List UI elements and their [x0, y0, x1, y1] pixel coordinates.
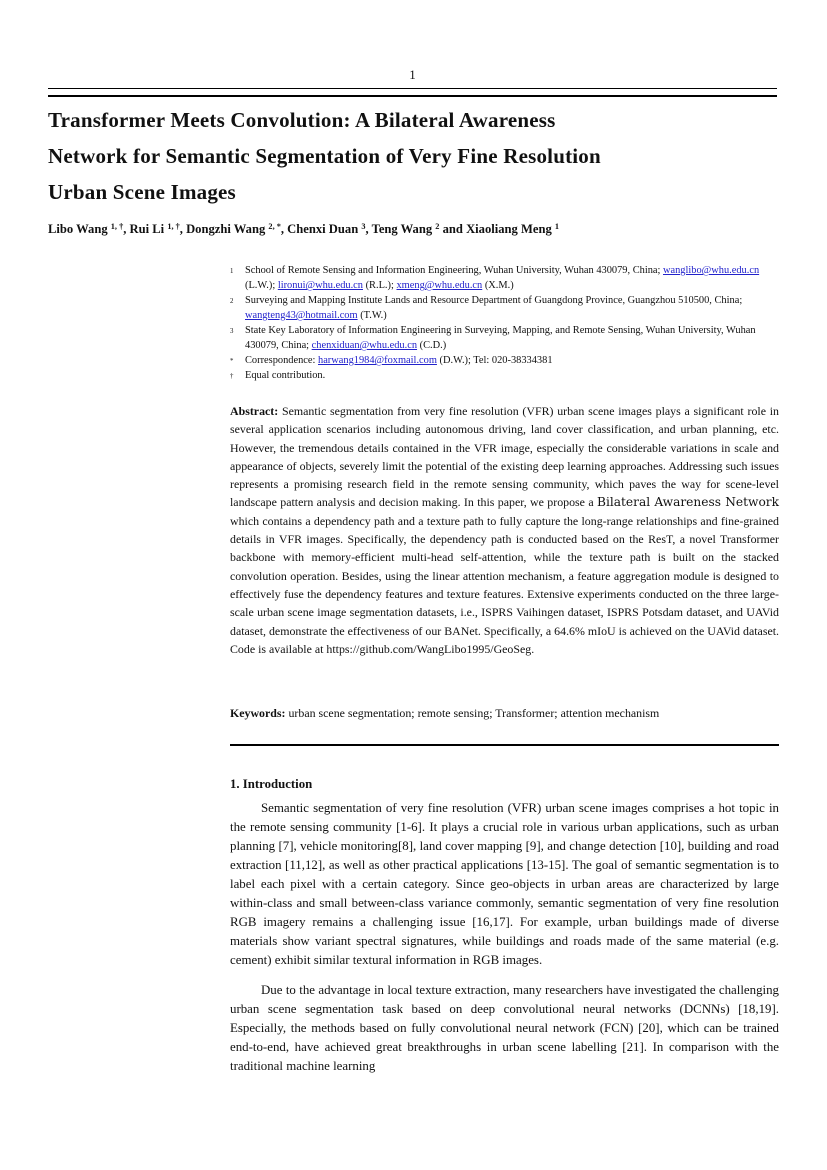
affiliation-marker: *: [230, 358, 234, 366]
abstract-highlight: Bilateral Awareness Network: [597, 495, 780, 510]
affiliation-row: [230, 293, 780, 323]
email-link[interactable]: harwang1984@foxmail.com: [318, 355, 437, 366]
author-name: Rui Li $^{1, \dagger}$: [129, 222, 180, 236]
email-link[interactable]: lironui@whu.edu.cn: [277, 280, 363, 291]
keywords-text: urban scene segmentation; remote sensing; Transformer; attention mechanism: [288, 706, 660, 720]
affiliation-text: Surveying and Mapping Institute Lands and Resource Department of Guangdong Province, Guangzhou 510500, China; wangteng43@hotmail.com (T.W.): [245, 295, 743, 321]
keywords-label: Keywords:: [230, 706, 289, 720]
affiliation-row: [230, 353, 780, 368]
affiliation-list: [230, 263, 780, 383]
paper-title-line-1: Transformer Meets Convolution: A Bilateral Awareness: [48, 108, 556, 132]
affiliation-marker: †: [230, 373, 234, 381]
author-affiliation-superscript: 1, †: [110, 222, 124, 232]
author-affiliation-superscript: 3: [361, 222, 366, 232]
author-name: Chenxi Duan $^3$: [287, 222, 366, 236]
affiliation-row: [230, 263, 780, 293]
abstract-text-pre: Semantic segmentation from very fine resolution (VFR) urban scene images plays a significant role in several application scenarios including autonomous driving, land cover classification, and urban planning, etc. However, the tremendous details contained in the VFR image, especially the considerable variations in scale and appearance of objects, severely limit the potential of the existing deep learning approaches. Addressing such issues represents a promising research field in the remote sensing community, which paves the way for scene-level landscape pattern analysis and decision making. In this paper, we propose a: [230, 404, 779, 510]
paper-title: [48, 102, 793, 210]
intro-paragraph-1: Semantic segmentation of very fine resolution (VFR) urban scene images comprises a hot topic in the remote sensing community [1-6]. It plays a crucial role in various urban applications, such as urban planning [7], vehicle monitoring[8], land cover mapping [9], and change detection [10], building and road extraction [11,12], as well as other practical applications [13-15]. The goal of semantic segmentation is to label each pixel with a certain category. Since geo-objects in urban areas are characterized by large within-class and small between-class variance commonly, semantic segmentation of very fine resolution RGB imagery remains a challenging issue [16,17]. For example, urban buildings made of diverse materials show variant spectral signatures, while buildings and roads made of the same material (e.g. cement) exhibit similar textural information in RGB images.: [230, 801, 779, 967]
affiliation-text: School of Remote Sensing and Information Engineering, Wuhan University, Wuhan 430079, China; wanglibo@whu.edu.cn (L.W.); lironui@whu.edu.cn (R.L.); xmeng@whu.edu.cn (X.M.): [245, 265, 760, 291]
introduction-heading: 1. Introduction: [230, 777, 313, 791]
author-name: Dongzhi Wang $^{2, *}$: [186, 222, 281, 236]
abstract-paragraph: [230, 402, 779, 658]
affiliation-row: [230, 323, 780, 353]
paper-title-line-2: Network for Semantic Segmentation of Very Fine Resolution: [48, 144, 601, 168]
affiliation-marker: 1: [230, 268, 234, 276]
keywords-line: [230, 704, 779, 722]
affiliation-text: State Key Laboratory of Information Engineering in Surveying, Mapping, and Remote Sensing, Wuhan University, Wuhan 430079, China; chenxiduan@whu.edu.cn (C.D.): [245, 325, 756, 351]
email-link[interactable]: chenxiduan@whu.edu.cn: [311, 340, 418, 351]
affiliation-marker: 3: [230, 328, 234, 336]
author-name: Libo Wang $^{1, \dagger}$: [48, 222, 124, 236]
author-affiliation-superscript: 2: [435, 222, 440, 232]
author-affiliation-superscript: 2, *: [268, 222, 281, 232]
author-name: Xiaoliang Meng $^1$: [466, 222, 560, 236]
author-line: Libo Wang $^{1, \dagger}$, Rui Li $^{1, \dagger}$, Dongzhi Wang $^{2, *}$, Chenxi Duan $^3$, Teng Wang $^2$ and Xiaoliang Meng $^1$: [48, 222, 560, 236]
abstract-text-post: which contains a dependency path and a texture path to fully capture the long-range relationships and fine-grained details in VFR images. Specifically, the dependency path is conducted based on the ResT, a novel Transformer backbone with memory-efficient multi-head self-attention, while the texture path is built on the stacked convolution operation. Besides, using the linear attention mechanism, a feature aggregation module is designed to effectively fuse the dependency features and texture features. Extensive experiments conducted on the three large-scale urban scene image segmentation datasets, i.e., ISPRS Vaihingen dataset, ISPRS Potsdam dataset, and UAVid dataset, demonstrate the effectiveness of our BANet. Specifically, a 64.6% mIoU is achieved on the UAVid dataset. Code is available at https://github.com/WangLibo1995/GeoSeg.: [230, 513, 779, 656]
affiliation-text: Correspondence: harwang1984@foxmail.com (D.W.); Tel: 020-38334381: [245, 355, 553, 366]
email-link[interactable]: xmeng@whu.edu.cn: [396, 280, 483, 291]
header-rule-bottom: [48, 95, 777, 97]
author-affiliation-superscript: 1: [554, 222, 560, 232]
abstract-label: Abstract:: [230, 404, 282, 418]
affiliation-text: Equal contribution.: [245, 370, 326, 381]
email-link[interactable]: wangteng43@hotmail.com: [245, 310, 358, 321]
introduction-section: [230, 777, 779, 1087]
paper-title-line-3: Urban Scene Images: [48, 180, 236, 204]
intro-paragraph-2: Due to the advantage in local texture extraction, many researchers have investigated the challenging urban scene segmentation task based on deep convolutional neural networks (DCNNs) [18,19]. Especially, the methods based on fully convolutional neural network (FCN) [20], which can be trained end-to-end, have achieved great breakthroughs in urban scene labelling [21]. In comparison with the traditional machine learning: [230, 983, 779, 1073]
affiliation-row: [230, 368, 780, 383]
header-rule-top: [48, 88, 777, 89]
author-name: Teng Wang $^2$: [371, 222, 440, 236]
section-separator-rule: [230, 744, 779, 746]
email-link[interactable]: wanglibo@whu.edu.cn: [663, 265, 760, 276]
author-affiliation-superscript: 1, †: [167, 222, 180, 232]
affiliation-marker: 2: [230, 298, 234, 306]
page-number: 1: [409, 67, 416, 82]
